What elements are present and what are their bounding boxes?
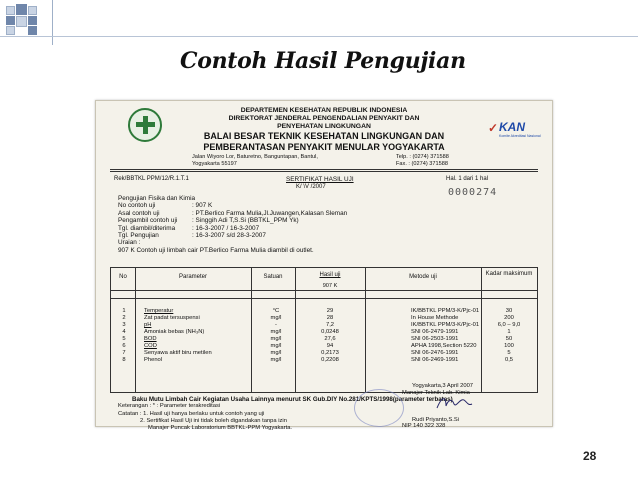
- cell-parameter: pH: [144, 322, 152, 328]
- info-label: Pengujian Fisika dan Kimia: [118, 195, 196, 202]
- cell-method: SNI 06-2479-1991: [411, 329, 459, 335]
- cell-max: 50: [505, 336, 513, 342]
- cell-result: 94: [326, 343, 334, 349]
- cell-max: 5: [507, 350, 511, 356]
- deco-square: [6, 16, 15, 25]
- deco-square: [28, 16, 37, 25]
- page-number: 28: [583, 449, 597, 463]
- checkmark-icon: ✓: [488, 121, 499, 135]
- deco-horizontal-line: [0, 36, 638, 37]
- signatory-nip: NIP 140 322 328: [402, 423, 446, 429]
- cell-unit: mg/l: [270, 350, 282, 356]
- cell-no: 4: [122, 329, 126, 335]
- slide-title: Contoh Hasil Pengujian: [180, 48, 466, 74]
- cell-unit: °C: [272, 308, 280, 314]
- header-divider: [110, 171, 538, 172]
- info-row: [118, 195, 347, 202]
- cell-result: 0,0248: [321, 329, 339, 335]
- cell-parameter: COD: [144, 343, 157, 349]
- deco-vertical-line: [52, 0, 53, 45]
- info-row: [118, 239, 347, 246]
- table-row: [111, 315, 537, 322]
- info-value: : PT.Berlico Farma Mulia,Jl.Juwangen,Kalasan Sleman: [192, 209, 348, 217]
- info-row: [118, 247, 347, 254]
- signatory-name: Rudi Priyanto,S.Si: [412, 417, 460, 423]
- info-value: : Singgih Adi T,S.Si (BBTKL_PPM Yk): [192, 217, 299, 225]
- deco-square: [6, 26, 15, 35]
- cell-parameter: Zat padat tersuspensi: [144, 315, 200, 321]
- info-label: Pengambil contoh uji: [118, 217, 178, 225]
- table-row: [111, 357, 537, 364]
- certificate-document: [95, 100, 553, 431]
- corner-decoration: [0, 0, 70, 45]
- cell-result: 29: [326, 308, 334, 314]
- cell-unit: mg/l: [270, 343, 282, 349]
- phone-number: Telp. : (0274) 371588: [396, 154, 449, 160]
- cell-method: IK/BBTKL PPM/3-K/Pjc-01: [411, 322, 480, 328]
- note-line: Catatan : 1. Hasil uji hanya berlaku untuk contoh yang uji: [118, 411, 265, 417]
- cell-method: APHA 1998,Section 5220: [411, 343, 477, 349]
- cell-result: 7,2: [325, 322, 335, 328]
- cell-unit: mg/l: [270, 357, 282, 363]
- results-table: [110, 267, 538, 393]
- cell-method: In House Methode: [411, 315, 459, 321]
- cell-method: SNI 06-2476-1991: [411, 350, 459, 356]
- cell-parameter: Phenol: [144, 357, 163, 363]
- column-header: Hasil uji: [319, 272, 341, 278]
- info-value: : 16-3-2007 s/d 28-3-2007: [192, 231, 266, 239]
- kan-logo-text: KAN: [499, 120, 525, 134]
- cell-no: 7: [122, 350, 126, 356]
- institution-name: BALAI BESAR TEKNIK KESEHATAN LINGKUNGAN DAN: [203, 131, 445, 141]
- cell-no: 1: [122, 308, 126, 314]
- cell-unit: -: [275, 322, 277, 328]
- cell-parameter: Amoniak bebas (NH₃N): [144, 329, 205, 335]
- column-header: Satuan: [263, 274, 283, 280]
- certificate-title: SERTIFIKAT HASIL UJI: [286, 176, 354, 183]
- kan-logo-subtitle: Komite Akreditasi Nasional: [499, 134, 541, 138]
- info-value: : 16-3-2007 / 16-3-2007: [192, 224, 260, 232]
- info-label: Asal contoh uji: [118, 209, 160, 217]
- cell-result: 0,2208: [321, 357, 339, 363]
- fax-number: Fax. : (0274) 371588: [396, 161, 448, 167]
- institution-name: PEMBERANTASAN PENYAKIT MENULAR YOGYAKARTA: [203, 142, 445, 152]
- info-row: [118, 225, 347, 232]
- signature-place-date: Yogyakarta,3 April 2007: [412, 383, 474, 389]
- info-label: Tgl. Pengujian: [118, 231, 159, 239]
- info-row: [118, 210, 347, 217]
- cell-max: 100: [504, 343, 514, 349]
- table-row: [111, 322, 537, 329]
- stamp-seal: [354, 389, 404, 427]
- cell-unit: mg/l: [270, 329, 282, 335]
- info-row: [118, 202, 347, 209]
- deco-square: [28, 6, 37, 15]
- header-line: PENYEHATAN LINGKUNGAN: [277, 123, 371, 130]
- cell-unit: mg/l: [270, 336, 282, 342]
- info-label: 907 K Contoh uji limbah cair PT.Berlico Farma Mulia diambil di outlet.: [118, 246, 314, 254]
- cell-max: 0,5: [504, 357, 514, 363]
- info-label: Uraian :: [118, 239, 141, 247]
- column-header: Metode uji: [409, 274, 437, 280]
- cell-result: 28: [326, 315, 334, 321]
- table-row: [111, 329, 537, 336]
- serial-number: 0000274: [448, 187, 498, 198]
- cell-max: 30: [505, 308, 513, 314]
- note-line: 2. Sertifikat Hasil Uji ini tidak boleh digandakan tanpa izin: [140, 418, 287, 424]
- cell-method: SNI 06-2503-1991: [411, 336, 459, 342]
- cell-method: IK/BBTKL PPM/3-K/Pjc-01: [411, 308, 480, 314]
- cell-max: 1: [507, 329, 511, 335]
- column-header: Parameter: [178, 274, 207, 280]
- cell-max: 200: [504, 315, 514, 321]
- header-line: DIREKTORAT JENDERAL PENGENDALIAN PENYAKIT DAN: [228, 115, 420, 122]
- cell-parameter: BOD: [144, 336, 157, 342]
- table-row: [111, 343, 537, 350]
- info-value: : 907 K: [192, 202, 213, 210]
- info-label: No contoh uji: [118, 202, 156, 210]
- table-row: [111, 308, 537, 315]
- cell-parameter: Senyawa aktif biru metilen: [144, 350, 212, 356]
- cell-no: 5: [122, 336, 126, 342]
- info-row: [118, 217, 347, 224]
- deco-square: [6, 6, 15, 15]
- legend-note: Keterangan : * : Parameter terakreditasi: [118, 403, 221, 409]
- info-label: Tgl. diambil/diterima: [118, 224, 176, 232]
- cell-no: 3: [122, 322, 126, 328]
- page-of-pages: Hal. 1 dari 1 hal: [446, 176, 489, 182]
- table-row: [111, 336, 537, 343]
- sample-info: [118, 195, 347, 254]
- column-header: Kadar maksimum: [485, 271, 533, 277]
- handwritten-signature: [434, 394, 474, 412]
- signatory-role: Manajer Teknik Lab. Kimia: [402, 390, 470, 396]
- cell-result: 0,2173: [321, 350, 339, 356]
- column-header: No: [119, 274, 127, 280]
- certificate-number: K/ \V /2007: [296, 184, 326, 190]
- cell-parameter: Temperatur: [144, 308, 174, 314]
- header-divider: [110, 169, 538, 170]
- cell-no: 8: [122, 357, 126, 363]
- quality-standard-note: Baku Mutu Limbah Cair Kegiatan Usaha Lainnya menurut SK Gub.DIY No.281/KPTS/1998(parameter terbatas): [132, 396, 453, 403]
- cell-max: 6,0 – 9,0: [497, 322, 521, 328]
- reference-code: Rek/BBTKL PPM/12/R.1.T.1: [114, 176, 189, 182]
- table-row: [111, 350, 537, 357]
- cell-no: 6: [122, 343, 126, 349]
- cell-method: SNI 06-2469-1991: [411, 357, 459, 363]
- address-line: Yogyakarta 55197: [192, 161, 237, 167]
- cell-no: 2: [122, 315, 126, 321]
- info-row: [118, 232, 347, 239]
- deco-square: [16, 4, 27, 15]
- deco-square: [16, 16, 27, 27]
- cell-result: 27,6: [324, 336, 336, 342]
- address-line: Jalan Wiyoro Lor, Baturetno, Banguntapan, Bantul,: [192, 154, 318, 160]
- cell-unit: mg/l: [270, 315, 282, 321]
- deco-square: [28, 26, 37, 35]
- header-line: DEPARTEMEN KESEHATAN REPUBLIK INDONESIA: [240, 107, 408, 114]
- sample-code: 907 K: [322, 283, 338, 289]
- note-line: Manajer Puncak Laboratorium BBTKL-PPM Yogyakarta.: [148, 425, 293, 431]
